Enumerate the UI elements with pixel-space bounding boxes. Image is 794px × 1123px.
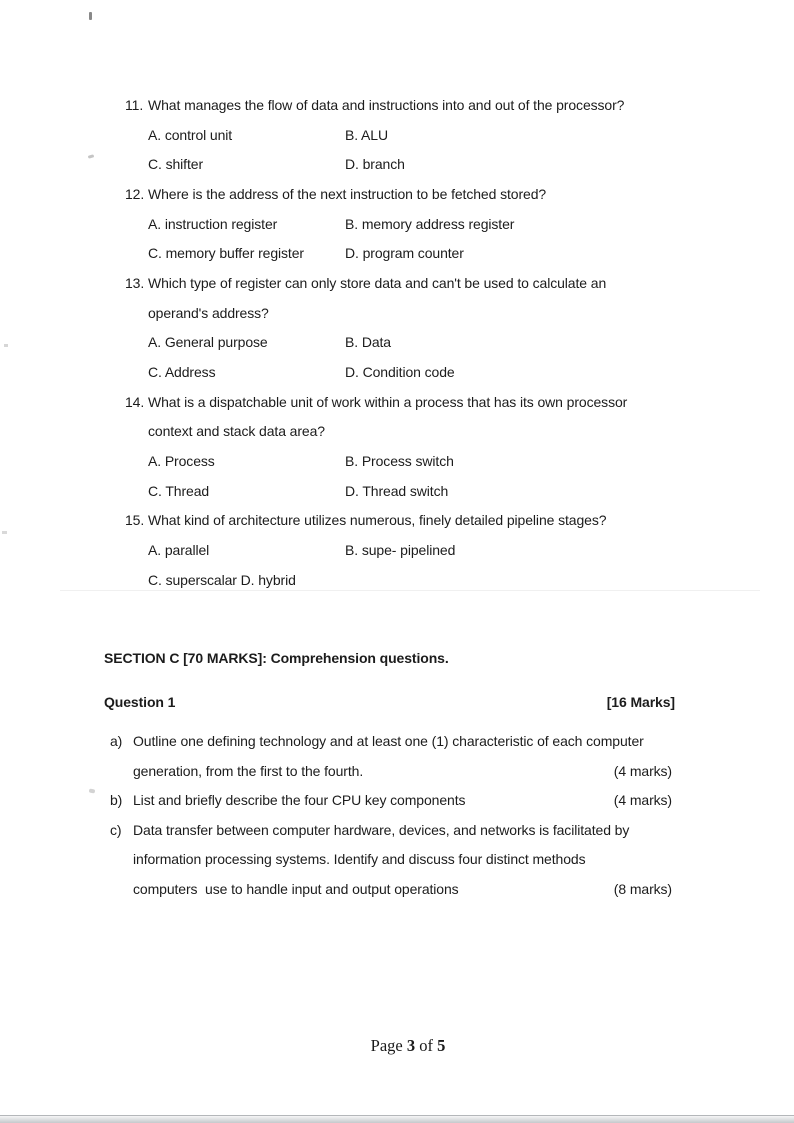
options-row (148, 566, 685, 596)
option-c: C. memory buffer register (148, 245, 304, 262)
question-text: Where is the address of the next instruction to be fetched stored? (148, 185, 547, 202)
scan-artifact (2, 531, 7, 534)
page-footer (371, 1036, 446, 1056)
part-text-line2: information processing systems. Identify and discuss four distinct methods (133, 851, 586, 867)
part-text-line3: computers use to handle input and output operations (133, 880, 459, 897)
option-b: B. Process switch (345, 452, 454, 469)
part-text: Outline one defining technology and at least one (1) characteristic of each computer (133, 733, 644, 749)
option-d: D. Thread switch (345, 482, 449, 499)
options-row (148, 328, 685, 358)
option-a: A. General purpose (148, 334, 268, 351)
question-12 (125, 180, 685, 269)
options-row (148, 358, 685, 388)
part-text-line2: generation, from the first to the fourth. (133, 762, 364, 779)
option-c: C. Thread (148, 482, 210, 499)
option-d: D. program counter (345, 245, 464, 262)
options-row (148, 239, 685, 269)
scan-artifact (88, 154, 95, 158)
option-a: A. control unit (148, 126, 233, 143)
question-number: 12. (125, 185, 145, 202)
question-number: 14. (125, 393, 145, 410)
option-b: B. supe- pipelined (345, 541, 456, 558)
part-text: List and briefly describe the four CPU key components (133, 792, 466, 808)
option-a: A. parallel (148, 541, 210, 558)
part-a (110, 727, 672, 786)
options-row (148, 477, 685, 507)
question-text: What manages the flow of data and instructions into and out of the processor? (148, 97, 625, 113)
question-13 (125, 269, 685, 388)
part-marks: (8 marks) (613, 880, 672, 897)
question-1-marks: [16 Marks] (606, 694, 675, 710)
part-marker: a) (110, 733, 123, 749)
section-c-heading: SECTION C [70 MARKS]: Comprehension questions. (104, 650, 449, 666)
question-number: 15. (125, 512, 145, 529)
question-1-parts (110, 727, 672, 904)
question-14 (125, 388, 685, 507)
scan-artifact (89, 12, 92, 20)
option-b: B. Data (345, 334, 391, 351)
part-text: Data transfer between computer hardware, devices, and networks is facilitated by (133, 821, 630, 838)
scan-artifact (89, 788, 96, 793)
question-text: What is a dispatchable unit of work within a process that has its own processor (148, 393, 628, 410)
option-d: D. Condition code (345, 363, 455, 380)
question-1-title: Question 1 (104, 694, 176, 710)
option-a: A. Process (148, 452, 215, 469)
part-marker: b) (110, 792, 123, 808)
scan-artifact (4, 344, 8, 347)
question-1-header (104, 692, 675, 712)
options-row (148, 447, 685, 477)
option-c-d: C. superscalar D. hybrid (148, 571, 296, 588)
option-d: D. branch (345, 156, 405, 173)
question-15 (125, 506, 685, 595)
question-text: Which type of register can only store data and can't be used to calculate an (148, 274, 607, 291)
options-row (148, 121, 685, 151)
part-marks: (4 marks) (613, 762, 672, 779)
question-text: What kind of architecture utilizes numerous, finely detailed pipeline stages? (148, 512, 607, 529)
footer-page-number: 3 (406, 1036, 416, 1055)
question-number: 13. (125, 274, 145, 291)
option-b: B. ALU (345, 126, 388, 143)
scan-edge-band (0, 1115, 794, 1123)
options-row (148, 150, 685, 180)
options-row (148, 536, 685, 566)
part-c (110, 816, 672, 905)
option-a: A. instruction register (148, 215, 278, 232)
question-text-line2: context and stack data area? (148, 423, 325, 440)
question-text-line2: operand's address? (148, 304, 269, 321)
option-c: C. Address (148, 363, 216, 380)
part-marker: c) (110, 821, 122, 838)
footer-total-pages: 5 (437, 1036, 446, 1055)
question-11 (125, 91, 685, 180)
question-number: 11. (125, 97, 144, 113)
part-marks: (4 marks) (613, 792, 672, 808)
option-b: B. memory address register (345, 215, 515, 232)
part-b (110, 786, 672, 816)
footer-prefix: Page (370, 1036, 407, 1055)
mcq-section (125, 91, 685, 595)
footer-of: of (415, 1036, 438, 1055)
options-row (148, 210, 685, 240)
option-c: C. shifter (148, 156, 204, 173)
